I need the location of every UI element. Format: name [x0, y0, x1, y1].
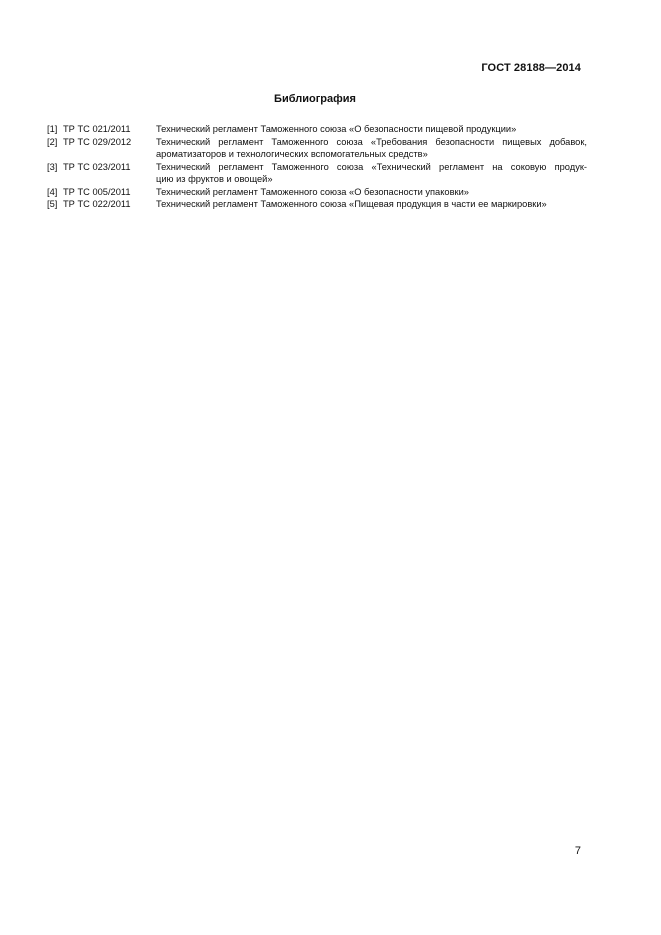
bibliography-list	[47, 123, 587, 211]
entry-number: [5]	[47, 199, 58, 209]
entry-code: ТР ТС 005/2011	[63, 186, 131, 197]
entry-number: [2]	[47, 136, 58, 147]
entry-text-line: Технический регламент Таможенного союза «О безопасности пищевой продукции»	[156, 124, 517, 134]
entry-text	[156, 123, 587, 136]
entry-text	[156, 198, 587, 211]
bibliography-entry-2	[47, 136, 587, 161]
bibliography-entry-1	[47, 123, 587, 136]
bibliography-entry-5	[47, 198, 587, 211]
entry-code: ТР ТС 023/2011	[63, 161, 131, 172]
entry-code: ТР ТС 021/2011	[63, 124, 131, 134]
entry-number: [4]	[47, 186, 58, 197]
entry-text	[156, 186, 587, 199]
bibliography-title: Библиография	[274, 93, 356, 105]
entry-text	[156, 161, 587, 186]
entry-code: ТР ТС 029/2012	[63, 136, 132, 147]
entry-text-line: Технический регламент Таможенного союза «О безопасности упаковки»	[156, 186, 469, 197]
page-number: 7	[574, 845, 581, 857]
entry-text-line: Технический регламент Таможенного союза «Технический регламент на соковую продук-	[156, 161, 587, 172]
entry-text-line: цию из фруктов и овощей»	[156, 174, 273, 184]
entry-number: [3]	[47, 161, 58, 172]
entry-code: ТР ТС 022/2011	[63, 199, 131, 209]
entry-text-line: Технический регламент Таможенного союза «Требования безопасности пищевых добавок,	[156, 136, 587, 147]
standard-number: ГОСТ 28188—2014	[481, 62, 581, 74]
entry-text-line: ароматизаторов и технологических вспомогательных средств»	[156, 149, 428, 159]
entry-text-line: Технический регламент Таможенного союза «Пищевая продукция в части ее маркировки»	[156, 199, 547, 209]
entry-number: [1]	[47, 124, 58, 134]
bibliography-entry-4	[47, 186, 587, 199]
bibliography-entry-3	[47, 161, 587, 186]
entry-text	[156, 136, 587, 161]
